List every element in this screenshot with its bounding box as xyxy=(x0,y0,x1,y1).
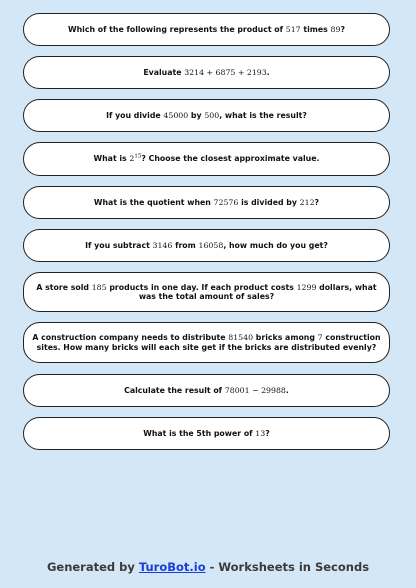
question-box-9 xyxy=(23,374,390,407)
footer-prefix: Generated by xyxy=(46,560,139,574)
question-text: What is xyxy=(93,154,130,164)
question-text: ? xyxy=(314,197,320,207)
math-value: 517 xyxy=(285,24,301,34)
footer-suffix: - Worksheets in Seconds xyxy=(205,560,370,574)
question-text: ? xyxy=(265,428,270,438)
question-text-4 xyxy=(94,154,320,163)
math-value: 81540 xyxy=(228,333,254,343)
question-box-8 xyxy=(23,322,390,363)
question-text: Evaluate xyxy=(143,67,185,77)
question-text-5 xyxy=(94,198,319,207)
question-text: A construction company needs to distribute xyxy=(32,333,229,343)
question-text: products in one day. If each product costs xyxy=(106,282,297,292)
turobot-link[interactable]: TuroBot.io xyxy=(138,560,206,574)
question-text-3 xyxy=(106,111,307,120)
question-box-7 xyxy=(23,272,390,312)
math-value: 500 xyxy=(204,110,220,120)
math-value: 3214 + 6875 + 2193 xyxy=(184,67,267,77)
question-text: ? Choose the closest approximate value. xyxy=(141,154,320,164)
question-text: A store sold xyxy=(36,282,92,292)
question-text: . xyxy=(266,67,270,77)
question-text: If you subtract xyxy=(85,240,153,250)
question-box-4 xyxy=(23,142,390,176)
question-text-8 xyxy=(32,333,381,352)
question-text-1 xyxy=(68,25,345,34)
question-box-5 xyxy=(23,186,390,219)
math-value: 7 xyxy=(317,333,323,343)
math-value: 2 xyxy=(129,154,135,164)
question-text: construction sites. How many bricks will each site get if the bricks are distributed evenly? xyxy=(36,333,381,352)
question-text: Which of the following represents the product of xyxy=(68,24,286,34)
question-text: bricks among xyxy=(253,333,318,343)
question-text: times xyxy=(300,24,331,34)
math-value: 45000 xyxy=(163,110,189,120)
question-text: , what is the result? xyxy=(219,110,307,120)
question-text-2 xyxy=(143,68,269,77)
question-box-6 xyxy=(23,229,390,262)
question-text: . xyxy=(285,385,289,395)
math-value: 3146 xyxy=(152,240,173,250)
math-value: 13 xyxy=(255,428,266,438)
question-box-1 xyxy=(23,13,390,46)
question-text: is divided by xyxy=(238,197,300,207)
question-text-9 xyxy=(124,386,289,395)
question-text: If you divide xyxy=(106,110,164,120)
math-value: 78001 − 29988 xyxy=(224,385,286,395)
math-value: 16058 xyxy=(198,240,224,250)
math-value: 72576 xyxy=(213,197,239,207)
math-value: 89 xyxy=(330,24,341,34)
question-text: What is the quotient when xyxy=(93,197,214,207)
question-text: by xyxy=(188,110,205,120)
math-value: 185 xyxy=(91,282,107,292)
question-text: , how much do you get? xyxy=(223,240,328,250)
question-text: ? xyxy=(340,24,345,34)
question-box-10 xyxy=(23,417,390,450)
math-exponent: 15 xyxy=(134,153,142,160)
question-box-2 xyxy=(23,56,390,89)
question-text: What is the 5th power of xyxy=(143,428,256,438)
question-box-3 xyxy=(23,99,390,132)
question-text-7 xyxy=(32,283,381,302)
question-text: from xyxy=(172,240,199,250)
question-text-6 xyxy=(85,241,328,250)
question-text: dollars, what was the total amount of sales? xyxy=(138,282,377,301)
math-value: 1299 xyxy=(296,282,317,292)
math-value: 212 xyxy=(299,197,315,207)
question-text: Calculate the result of xyxy=(124,385,225,395)
question-text-10 xyxy=(143,429,269,438)
footer xyxy=(0,560,416,574)
